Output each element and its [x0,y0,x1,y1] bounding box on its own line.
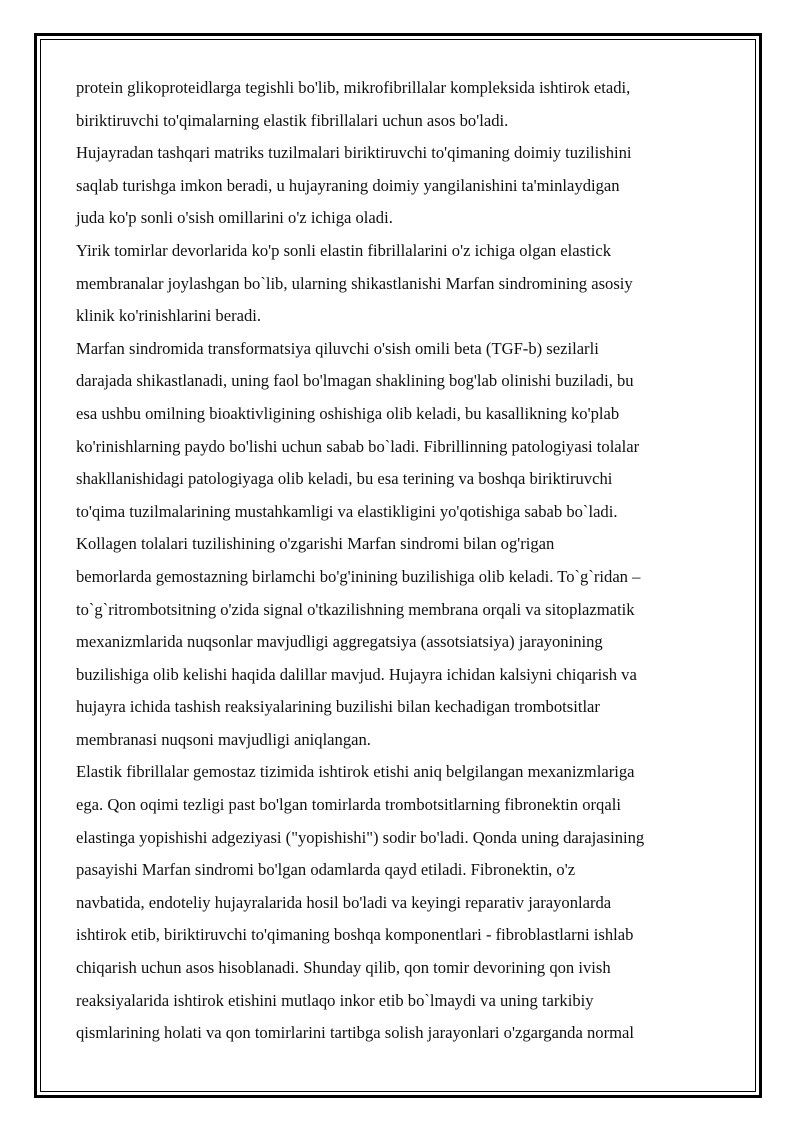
text-line: reaksiyalarida ishtirok etishini mutlaqo inkor etib bo`lmaydi va uning tarkibiy [76,990,594,1010]
text-line: membranalar joylashgan bo`lib, ularning shikastlanishi Marfan sindromining asosiy [76,273,633,293]
text-line: qismlarining holati va qon tomirlarini tartibga solish jarayonlari o'zgarganda normal [76,1023,634,1043]
text-line: membranasi nuqsoni mavjudligi aniqlangan. [76,729,371,749]
text-line: to`g`ritrombotsitning o'zida signal o'tkazilishning membrana orqali va sitoplazmatik [76,599,635,619]
text-line: biriktiruvchi to'qimalarning elastik fibrillalari uchun asos bo'ladi. [76,110,509,130]
text-line: esa ushbu omilning bioaktivligining oshishiga olib keladi, bu kasallikning ko'plab [76,403,620,423]
text-line: ko'rinishlarning paydo bo'lishi uchun sabab bo`ladi. Fibrillinning patologiyasi tolalar [76,436,640,456]
text-line: elastinga yopishishi adgeziyasi ("yopishishi") sodir bo'ladi. Qonda uning darajasining [76,827,645,847]
text-line: navbatida, endoteliy hujayralarida hosil bo'ladi va keyingi reparativ jarayonlarda [76,892,612,912]
text-line: juda ko'p sonli o'sish omillarini o'z ichiga oladi. [76,208,393,228]
text-line: shakllanishidagi patologiyaga olib keladi, bu esa terining va boshqa biriktiruvchi [76,469,613,489]
text-line: bemorlarda gemostazning birlamchi bo'g'inining buzilishiga olib keladi. To`g`ridan – [76,566,641,586]
text-line: mexanizmlarida nuqsonlar mavjudligi aggregatsiya (assotsiatsiya) jarayonining [76,632,603,652]
text-line: ishtirok etib, biriktiruvchi to'qimaning boshqa komponentlari - fibroblastlarni ishlab [76,925,634,945]
document-body-text [76,72,736,1050]
text-line: chiqarish uchun asos hisoblanadi. Shunday qilib, qon tomir devorining qon ivish [76,958,611,978]
text-line: Kollagen tolalari tuzilishining o'zgarishi Marfan sindromi bilan og'rigan [76,534,555,554]
text-line: Elastik fibrillalar gemostaz tizimida ishtirok etishi aniq belgilangan mexanizmlariga [76,762,635,782]
text-line: Hujayradan tashqari matriks tuzilmalari biriktiruvchi to'qimaning doimiy tuzilishini [76,143,632,163]
text-line: ega. Qon oqimi tezligi past bo'lgan tomirlarda trombotsitlarning fibronektin orqali [76,795,621,815]
text-line: protein glikoproteidlarga tegishli bo'lib, mikrofibrillalar kompleksida ishtirok etadi, [76,78,631,97]
text-line: darajada shikastlanadi, uning faol bo'lmagan shaklining bog'lab olinishi buziladi, bu [76,371,634,391]
text-line: pasayishi Marfan sindromi bo'lgan odamlarda qayd etiladi. Fibronektin, o'z [76,860,576,880]
text-line: hujayra ichida tashish reaksiyalarining buzilishi bilan kechadigan trombotsitlar [76,697,600,717]
text-line: buzilishiga olib kelishi haqida dalillar mavjud. Hujayra ichidan kalsiyni chiqarish va [76,664,637,684]
text-line: klinik ko'rinishlarini beradi. [76,306,262,326]
text-line: Yirik tomirlar devorlarida ko'p sonli elastin fibrillalarini o'z ichiga olgan elastick [76,240,611,260]
text-line: Marfan sindromida transformatsiya qiluvchi o'sish omili beta (TGF-b) sezilarli [76,338,599,358]
text-line: saqlab turishga imkon beradi, u hujayraning doimiy yangilanishini ta'minlaydigan [76,175,620,195]
text-line: to'qima tuzilmalarining mustahkamligi va elastikligini yo'qotishiga sabab bo`ladi. [76,501,618,521]
